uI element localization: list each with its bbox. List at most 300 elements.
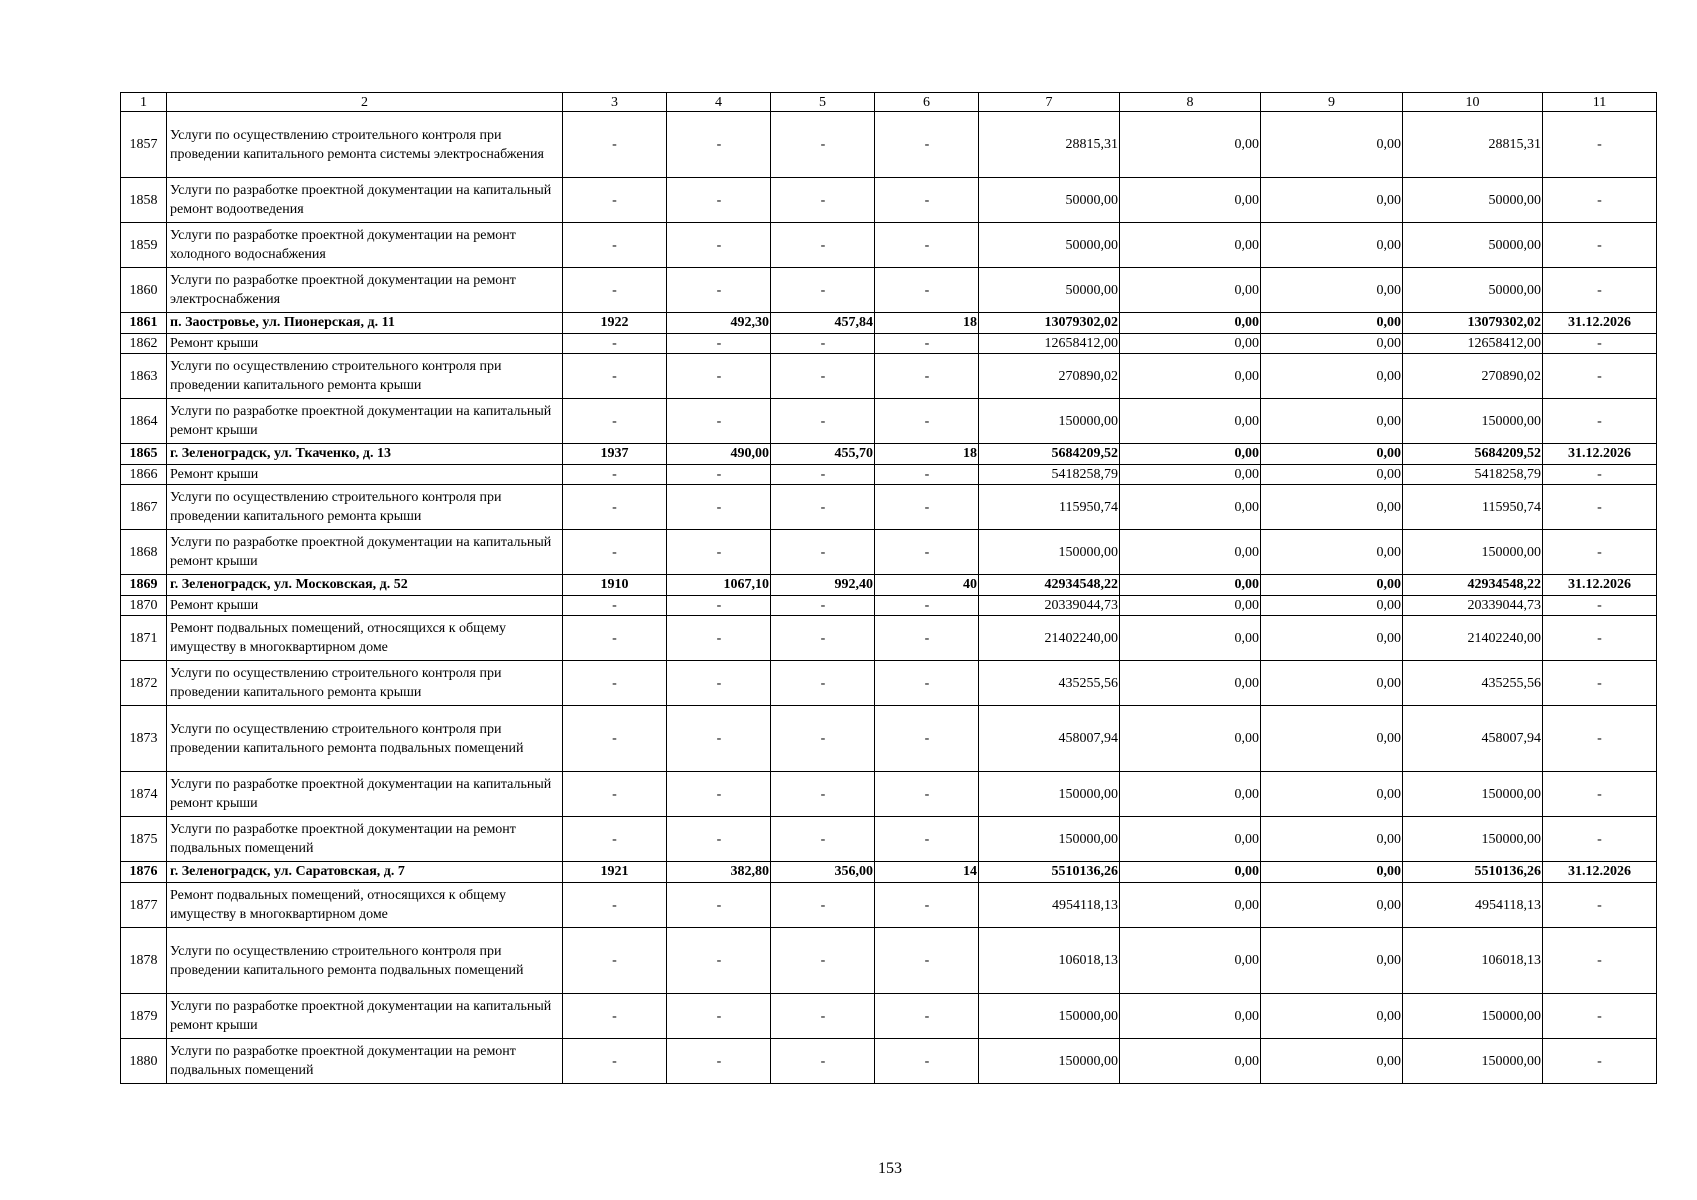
cell-owners-funds: 42934548,22: [1403, 575, 1543, 596]
row-description: г. Зеленоградск, ул. Ткаченко, д. 13: [167, 444, 563, 465]
cell-owners-funds: 4954118,13: [1403, 883, 1543, 928]
table-row: [121, 465, 1657, 485]
table-row: [121, 883, 1657, 928]
cell-living-area: -: [771, 817, 875, 862]
cell-year: -: [563, 1039, 667, 1084]
cell-residents: -: [875, 817, 979, 862]
cell-owners-funds: 106018,13: [1403, 928, 1543, 994]
cell-residents: -: [875, 661, 979, 706]
cell-total-cost: 50000,00: [979, 178, 1120, 223]
cell-total-cost: 5418258,79: [979, 465, 1120, 485]
cell-fund-b: 0,00: [1261, 354, 1403, 399]
cell-owners-funds: 21402240,00: [1403, 616, 1543, 661]
cell-total-area: -: [667, 928, 771, 994]
cell-residents: 18: [875, 444, 979, 465]
cell-residents: 18: [875, 313, 979, 334]
cell-fund-b: 0,00: [1261, 928, 1403, 994]
cell-living-area: -: [771, 928, 875, 994]
cell-living-area: -: [771, 772, 875, 817]
cell-fund-b: 0,00: [1261, 1039, 1403, 1084]
row-description: Услуги по разработке проектной документации на ремонт электроснабжения: [167, 268, 563, 313]
row-number: 1861: [121, 313, 167, 334]
row-description: Услуги по разработке проектной документации на капитальный ремонт крыши: [167, 399, 563, 444]
cell-total-area: 1067,10: [667, 575, 771, 596]
column-number-row: [121, 93, 1657, 112]
cell-total-cost: 5510136,26: [979, 862, 1120, 883]
cell-owners-funds: 50000,00: [1403, 268, 1543, 313]
row-description: Услуги по разработке проектной документации на ремонт подвальных помещений: [167, 817, 563, 862]
row-number: 1867: [121, 485, 167, 530]
cell-living-area: -: [771, 661, 875, 706]
row-description: г. Зеленоградск, ул. Саратовская, д. 7: [167, 862, 563, 883]
cell-living-area: -: [771, 354, 875, 399]
table-row: [121, 354, 1657, 399]
cell-year: -: [563, 616, 667, 661]
cell-living-area: -: [771, 1039, 875, 1084]
cell-fund-b: 0,00: [1261, 112, 1403, 178]
cell-residents: -: [875, 1039, 979, 1084]
cell-residents: -: [875, 334, 979, 354]
cell-total-cost: 12658412,00: [979, 334, 1120, 354]
row-number: 1876: [121, 862, 167, 883]
cell-year: -: [563, 883, 667, 928]
cell-residents: 40: [875, 575, 979, 596]
cell-total-area: -: [667, 178, 771, 223]
cell-living-area: 992,40: [771, 575, 875, 596]
cell-fund-a: 0,00: [1120, 465, 1261, 485]
cell-total-area: -: [667, 772, 771, 817]
cell-fund-b: 0,00: [1261, 862, 1403, 883]
row-number: 1868: [121, 530, 167, 575]
cell-fund-b: 0,00: [1261, 883, 1403, 928]
table-row: [121, 616, 1657, 661]
cell-deadline: -: [1543, 465, 1657, 485]
row-description: Услуги по разработке проектной документации на ремонт подвальных помещений: [167, 1039, 563, 1084]
cell-living-area: -: [771, 112, 875, 178]
row-description: Ремонт крыши: [167, 596, 563, 616]
cell-deadline: -: [1543, 1039, 1657, 1084]
cell-total-area: -: [667, 268, 771, 313]
cell-deadline: 31.12.2026: [1543, 313, 1657, 334]
cell-fund-b: 0,00: [1261, 994, 1403, 1039]
cell-residents: -: [875, 465, 979, 485]
cell-total-area: -: [667, 530, 771, 575]
cell-year: -: [563, 178, 667, 223]
cell-total-area: 382,80: [667, 862, 771, 883]
cell-total-cost: 270890,02: [979, 354, 1120, 399]
cell-year: 1921: [563, 862, 667, 883]
cell-year: -: [563, 465, 667, 485]
cell-living-area: 457,84: [771, 313, 875, 334]
cell-total-cost: 4954118,13: [979, 883, 1120, 928]
cell-owners-funds: 50000,00: [1403, 178, 1543, 223]
cell-owners-funds: 150000,00: [1403, 817, 1543, 862]
cell-owners-funds: 150000,00: [1403, 994, 1543, 1039]
cell-total-cost: 458007,94: [979, 706, 1120, 772]
cell-total-area: -: [667, 1039, 771, 1084]
cell-owners-funds: 12658412,00: [1403, 334, 1543, 354]
cell-fund-a: 0,00: [1120, 178, 1261, 223]
cell-owners-funds: 28815,31: [1403, 112, 1543, 178]
cell-deadline: -: [1543, 661, 1657, 706]
cell-deadline: 31.12.2026: [1543, 575, 1657, 596]
cell-deadline: -: [1543, 399, 1657, 444]
table-row: [121, 772, 1657, 817]
cell-owners-funds: 20339044,73: [1403, 596, 1543, 616]
cell-living-area: -: [771, 530, 875, 575]
cell-total-area: -: [667, 354, 771, 399]
row-number: 1864: [121, 399, 167, 444]
cell-deadline: -: [1543, 334, 1657, 354]
row-description: Услуги по разработке проектной документации на капитальный ремонт крыши: [167, 772, 563, 817]
cell-deadline: -: [1543, 596, 1657, 616]
cell-total-cost: 150000,00: [979, 1039, 1120, 1084]
cell-living-area: -: [771, 268, 875, 313]
table-row: [121, 1039, 1657, 1084]
cell-fund-b: 0,00: [1261, 223, 1403, 268]
row-number: 1877: [121, 883, 167, 928]
cell-fund-b: 0,00: [1261, 616, 1403, 661]
cell-total-cost: 106018,13: [979, 928, 1120, 994]
cell-year: -: [563, 112, 667, 178]
cell-year: -: [563, 817, 667, 862]
cell-fund-b: 0,00: [1261, 596, 1403, 616]
row-description: Ремонт подвальных помещений, относящихся к общему имуществу в многоквартирном доме: [167, 616, 563, 661]
cell-fund-a: 0,00: [1120, 706, 1261, 772]
row-number: 1859: [121, 223, 167, 268]
cell-total-cost: 150000,00: [979, 772, 1120, 817]
cell-fund-a: 0,00: [1120, 485, 1261, 530]
cell-deadline: 31.12.2026: [1543, 444, 1657, 465]
cell-total-area: 492,30: [667, 313, 771, 334]
cell-living-area: -: [771, 178, 875, 223]
row-number: 1875: [121, 817, 167, 862]
row-number: 1874: [121, 772, 167, 817]
table-row: [121, 596, 1657, 616]
cell-owners-funds: 458007,94: [1403, 706, 1543, 772]
table-row: [121, 994, 1657, 1039]
cell-fund-b: 0,00: [1261, 817, 1403, 862]
cell-deadline: -: [1543, 616, 1657, 661]
table-row: [121, 268, 1657, 313]
table-row: [121, 530, 1657, 575]
cell-fund-a: 0,00: [1120, 616, 1261, 661]
cell-year: -: [563, 772, 667, 817]
cell-fund-a: 0,00: [1120, 575, 1261, 596]
cell-total-cost: 115950,74: [979, 485, 1120, 530]
cell-fund-b: 0,00: [1261, 485, 1403, 530]
cell-fund-b: 0,00: [1261, 178, 1403, 223]
cell-fund-b: 0,00: [1261, 706, 1403, 772]
row-description: Услуги по разработке проектной документации на ремонт холодного водоснабжения: [167, 223, 563, 268]
cell-deadline: -: [1543, 223, 1657, 268]
cell-year: -: [563, 596, 667, 616]
cell-total-area: -: [667, 883, 771, 928]
cell-total-cost: 150000,00: [979, 530, 1120, 575]
cell-fund-a: 0,00: [1120, 112, 1261, 178]
cell-living-area: -: [771, 616, 875, 661]
cell-year: -: [563, 706, 667, 772]
cell-total-cost: 20339044,73: [979, 596, 1120, 616]
cell-residents: -: [875, 399, 979, 444]
row-description: Услуги по осуществлению строительного контроля при проведении капитального ремонта крыши: [167, 354, 563, 399]
row-number: 1869: [121, 575, 167, 596]
cell-residents: -: [875, 994, 979, 1039]
row-description: Услуги по осуществлению строительного контроля при проведении капитального ремонта крыши: [167, 485, 563, 530]
cell-fund-b: 0,00: [1261, 313, 1403, 334]
cell-residents: -: [875, 706, 979, 772]
cell-year: -: [563, 485, 667, 530]
cell-deadline: -: [1543, 772, 1657, 817]
cell-fund-a: 0,00: [1120, 313, 1261, 334]
cell-year: 1937: [563, 444, 667, 465]
row-number: 1857: [121, 112, 167, 178]
cell-fund-a: 0,00: [1120, 268, 1261, 313]
cell-living-area: -: [771, 399, 875, 444]
table-row: [121, 399, 1657, 444]
cell-deadline: -: [1543, 268, 1657, 313]
cell-fund-b: 0,00: [1261, 575, 1403, 596]
cell-total-area: -: [667, 706, 771, 772]
cell-living-area: -: [771, 706, 875, 772]
cell-year: -: [563, 223, 667, 268]
row-number: 1863: [121, 354, 167, 399]
cell-residents: -: [875, 354, 979, 399]
cell-fund-b: 0,00: [1261, 465, 1403, 485]
cell-total-cost: 5684209,52: [979, 444, 1120, 465]
cell-residents: -: [875, 596, 979, 616]
table-row: [121, 817, 1657, 862]
cell-total-area: -: [667, 994, 771, 1039]
cell-owners-funds: 5510136,26: [1403, 862, 1543, 883]
cell-fund-b: 0,00: [1261, 661, 1403, 706]
cell-fund-b: 0,00: [1261, 268, 1403, 313]
table-body: [121, 112, 1657, 1084]
row-description: Услуги по разработке проектной документации на капитальный ремонт крыши: [167, 530, 563, 575]
cell-living-area: -: [771, 485, 875, 530]
table-row: [121, 928, 1657, 994]
row-number: 1866: [121, 465, 167, 485]
cell-deadline: -: [1543, 706, 1657, 772]
cell-fund-a: 0,00: [1120, 772, 1261, 817]
cell-residents: -: [875, 616, 979, 661]
col-header-10: 10: [1403, 93, 1543, 112]
cell-deadline: -: [1543, 112, 1657, 178]
row-number: 1858: [121, 178, 167, 223]
page-number: 153: [878, 1160, 902, 1177]
cell-fund-b: 0,00: [1261, 530, 1403, 575]
col-header-5: 5: [771, 93, 875, 112]
cell-fund-a: 0,00: [1120, 862, 1261, 883]
cell-owners-funds: 115950,74: [1403, 485, 1543, 530]
cell-total-area: -: [667, 661, 771, 706]
cell-fund-b: 0,00: [1261, 772, 1403, 817]
row-description: Услуги по разработке проектной документации на капитальный ремонт крыши: [167, 994, 563, 1039]
cell-fund-a: 0,00: [1120, 334, 1261, 354]
cell-total-cost: 435255,56: [979, 661, 1120, 706]
row-number: 1860: [121, 268, 167, 313]
cell-owners-funds: 5418258,79: [1403, 465, 1543, 485]
cell-year: -: [563, 530, 667, 575]
cell-residents: -: [875, 772, 979, 817]
row-description: Ремонт крыши: [167, 334, 563, 354]
cell-living-area: -: [771, 465, 875, 485]
cell-total-cost: 50000,00: [979, 223, 1120, 268]
cell-total-cost: 150000,00: [979, 399, 1120, 444]
cell-year: -: [563, 354, 667, 399]
table-row: [121, 178, 1657, 223]
table-row: [121, 334, 1657, 354]
row-number: 1862: [121, 334, 167, 354]
table-row: [121, 485, 1657, 530]
cell-deadline: -: [1543, 178, 1657, 223]
table-row: [121, 661, 1657, 706]
col-header-1: 1: [121, 93, 167, 112]
cell-fund-a: 0,00: [1120, 530, 1261, 575]
col-header-4: 4: [667, 93, 771, 112]
cell-year: -: [563, 399, 667, 444]
cell-fund-a: 0,00: [1120, 928, 1261, 994]
col-header-2: 2: [167, 93, 563, 112]
cell-fund-a: 0,00: [1120, 444, 1261, 465]
cell-deadline: -: [1543, 530, 1657, 575]
cell-residents: -: [875, 112, 979, 178]
cell-fund-a: 0,00: [1120, 817, 1261, 862]
cell-total-area: -: [667, 596, 771, 616]
cell-owners-funds: 150000,00: [1403, 1039, 1543, 1084]
cell-deadline: -: [1543, 883, 1657, 928]
cell-residents: -: [875, 223, 979, 268]
cell-deadline: -: [1543, 994, 1657, 1039]
cell-fund-a: 0,00: [1120, 354, 1261, 399]
cell-residents: -: [875, 268, 979, 313]
cell-living-area: -: [771, 596, 875, 616]
cell-total-area: -: [667, 112, 771, 178]
cell-fund-a: 0,00: [1120, 1039, 1261, 1084]
cell-fund-b: 0,00: [1261, 444, 1403, 465]
row-number: 1865: [121, 444, 167, 465]
row-description: Услуги по осуществлению строительного контроля при проведении капитального ремонта системы электроснабжения: [167, 112, 563, 178]
cell-owners-funds: 435255,56: [1403, 661, 1543, 706]
cell-living-area: -: [771, 994, 875, 1039]
cell-owners-funds: 270890,02: [1403, 354, 1543, 399]
row-number: 1879: [121, 994, 167, 1039]
col-header-3: 3: [563, 93, 667, 112]
cell-total-area: -: [667, 817, 771, 862]
cell-owners-funds: 150000,00: [1403, 399, 1543, 444]
cell-fund-a: 0,00: [1120, 994, 1261, 1039]
address-row: [121, 313, 1657, 334]
row-number: 1880: [121, 1039, 167, 1084]
cell-residents: -: [875, 530, 979, 575]
row-number: 1871: [121, 616, 167, 661]
cell-residents: -: [875, 883, 979, 928]
row-description: п. Заостровье, ул. Пионерская, д. 11: [167, 313, 563, 334]
cell-year: -: [563, 268, 667, 313]
cell-fund-b: 0,00: [1261, 334, 1403, 354]
cell-total-area: -: [667, 485, 771, 530]
cell-total-cost: 21402240,00: [979, 616, 1120, 661]
row-number: 1878: [121, 928, 167, 994]
col-header-11: 11: [1543, 93, 1657, 112]
cell-living-area: 455,70: [771, 444, 875, 465]
cell-owners-funds: 50000,00: [1403, 223, 1543, 268]
cell-deadline: -: [1543, 354, 1657, 399]
row-description: Услуги по осуществлению строительного контроля при проведении капитального ремонта подвальных помещений: [167, 928, 563, 994]
cell-owners-funds: 150000,00: [1403, 772, 1543, 817]
row-number: 1872: [121, 661, 167, 706]
cell-fund-b: 0,00: [1261, 399, 1403, 444]
capital-repair-table: [120, 92, 1657, 1084]
table-row: [121, 706, 1657, 772]
row-description: Услуги по разработке проектной документации на капитальный ремонт водоотведения: [167, 178, 563, 223]
cell-total-area: -: [667, 334, 771, 354]
row-description: Ремонт крыши: [167, 465, 563, 485]
cell-total-area: -: [667, 399, 771, 444]
cell-deadline: -: [1543, 485, 1657, 530]
cell-owners-funds: 5684209,52: [1403, 444, 1543, 465]
cell-living-area: 356,00: [771, 862, 875, 883]
cell-fund-a: 0,00: [1120, 223, 1261, 268]
cell-total-cost: 13079302,02: [979, 313, 1120, 334]
cell-fund-a: 0,00: [1120, 596, 1261, 616]
cell-residents: -: [875, 928, 979, 994]
address-row: [121, 575, 1657, 596]
row-description: г. Зеленоградск, ул. Московская, д. 52: [167, 575, 563, 596]
cell-residents: -: [875, 178, 979, 223]
row-number: 1873: [121, 706, 167, 772]
cell-owners-funds: 150000,00: [1403, 530, 1543, 575]
cell-fund-a: 0,00: [1120, 883, 1261, 928]
cell-total-cost: 150000,00: [979, 994, 1120, 1039]
cell-total-cost: 50000,00: [979, 268, 1120, 313]
col-header-8: 8: [1120, 93, 1261, 112]
row-number: 1870: [121, 596, 167, 616]
table-row: [121, 223, 1657, 268]
col-header-6: 6: [875, 93, 979, 112]
cell-fund-a: 0,00: [1120, 399, 1261, 444]
address-row: [121, 862, 1657, 883]
cell-total-cost: 28815,31: [979, 112, 1120, 178]
row-description: Ремонт подвальных помещений, относящихся к общему имуществу в многоквартирном доме: [167, 883, 563, 928]
table-row: [121, 112, 1657, 178]
address-row: [121, 444, 1657, 465]
cell-total-area: 490,00: [667, 444, 771, 465]
cell-year: 1910: [563, 575, 667, 596]
cell-fund-a: 0,00: [1120, 661, 1261, 706]
cell-living-area: -: [771, 883, 875, 928]
cell-year: -: [563, 928, 667, 994]
document-sheet: [120, 92, 1656, 1084]
cell-residents: 14: [875, 862, 979, 883]
cell-total-area: -: [667, 223, 771, 268]
cell-living-area: -: [771, 223, 875, 268]
row-description: Услуги по осуществлению строительного контроля при проведении капитального ремонта подвальных помещений: [167, 706, 563, 772]
cell-year: -: [563, 661, 667, 706]
cell-year: 1922: [563, 313, 667, 334]
col-header-9: 9: [1261, 93, 1403, 112]
cell-year: -: [563, 334, 667, 354]
cell-living-area: -: [771, 334, 875, 354]
col-header-7: 7: [979, 93, 1120, 112]
cell-total-area: -: [667, 465, 771, 485]
cell-total-cost: 42934548,22: [979, 575, 1120, 596]
cell-total-area: -: [667, 616, 771, 661]
cell-total-cost: 150000,00: [979, 817, 1120, 862]
cell-deadline: -: [1543, 817, 1657, 862]
cell-residents: -: [875, 485, 979, 530]
cell-year: -: [563, 994, 667, 1039]
